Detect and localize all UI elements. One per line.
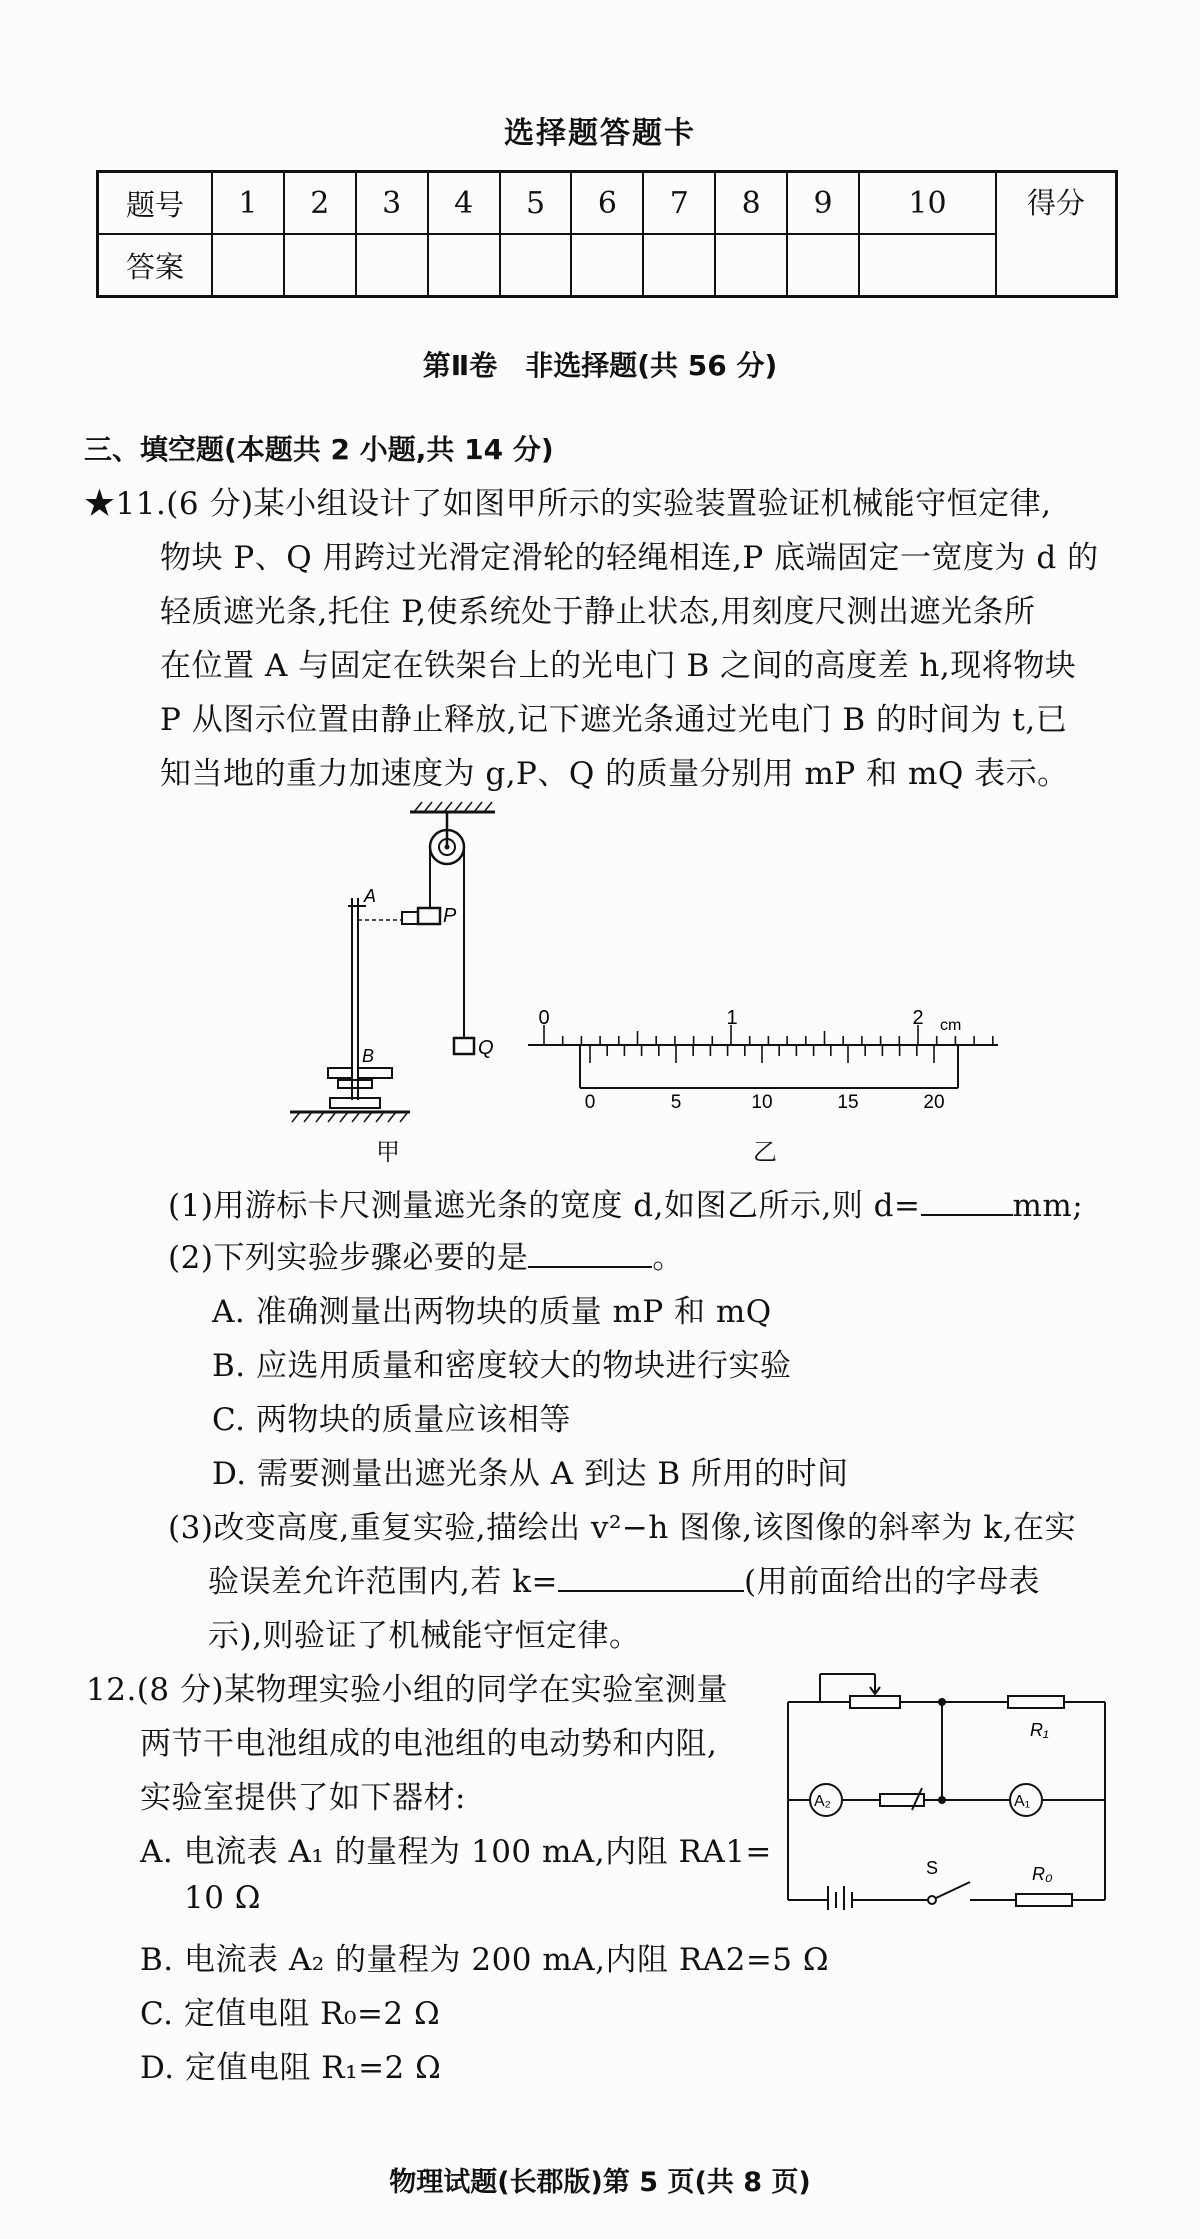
answer-cell[interactable] [571,234,643,297]
label-q: Q [478,1037,494,1059]
answer-cell[interactable] [787,234,859,297]
table-row [98,234,1117,297]
answer-cell[interactable] [212,234,284,297]
answer-blank[interactable] [921,1186,1013,1216]
question-number: 6 [571,172,643,235]
q12-line: 12.(8 分)某物理实验小组的同学在实验室测量 [86,1672,729,1708]
part2-title: 第Ⅱ卷 非选择题(共 56 分) [422,349,778,382]
section3-title: 三、填空题(本题共 2 小题,共 14 分) [84,433,554,466]
label-a2: A₂ [814,1793,831,1810]
answer-cell[interactable] [428,234,500,297]
q11-line: 轻质遮光条,托住 P,使系统处于静止状态,用刻度尺测出遮光条所 [160,594,1036,630]
answer-cell[interactable] [643,234,715,297]
question-number-label: 题号 [98,172,213,235]
q11-sub1-unit: mm; [1012,1188,1084,1224]
label-a1: A₁ [1014,1793,1031,1810]
label-r1: R₁ [1030,1720,1049,1740]
answer-cell[interactable] [859,234,996,297]
answer-blank[interactable] [528,1238,652,1268]
table-row [98,172,1117,235]
answer-cell[interactable] [715,234,787,297]
q11-option: A. 准确测量出两物块的质量 mP 和 mQ [212,1294,772,1330]
question-number: 9 [787,172,859,235]
unit-label: cm [940,1017,962,1034]
q11-line: ★11.(6 分)某小组设计了如图甲所示的实验装置验证机械能守恒定律, [84,486,1052,522]
answer-label: 答案 [98,234,213,297]
answer-blank[interactable] [558,1562,744,1592]
question-number: 8 [715,172,787,235]
label-p: P [443,905,457,927]
vernier-label: 15 [837,1092,859,1113]
label-a: A [364,886,377,906]
q11-option: D. 需要测量出遮光条从 A 到达 B 所用的时间 [212,1456,849,1492]
q11-sub3-text: (用前面给出的字母表 [743,1564,1041,1600]
q11-option: B. 应选用质量和密度较大的物块进行实验 [212,1348,792,1384]
q12-option: D. 定值电阻 R₁=2 Ω [140,2050,442,2086]
apparatus-diagram [280,800,500,1130]
q11-sub3-line: (3)改变高度,重复实验,描绘出 v²−h 图像,该图像的斜率为 k,在实 [168,1510,1077,1546]
question-number: 3 [356,172,428,235]
answer-cell[interactable] [356,234,428,297]
caption-yi: 乙 [753,1138,777,1166]
vernier-label: 10 [751,1092,773,1113]
main-scale-label: 0 [538,1007,550,1029]
vernier-caliper-diagram [528,1000,998,1118]
q11-sub1-text: (1)用游标卡尺测量遮光条的宽度 d,如图乙所示,则 d= [168,1188,921,1224]
question-number: 4 [428,172,500,235]
vernier-label: 0 [584,1092,596,1113]
q11-sub3-line [208,1556,1040,1601]
q12-option: B. 电流表 A₂ 的量程为 200 mA,内阻 RA2=5 Ω [140,1942,830,1978]
label-s: S [926,1858,939,1878]
q11-sub2 [168,1232,684,1277]
page-footer: 物理试题(长郡版)第 5 页(共 8 页) [389,2167,811,2198]
q12-option: C. 定值电阻 R₀=2 Ω [140,1996,441,2032]
label-b: B [362,1046,375,1066]
q11-sub1 [168,1180,1083,1225]
q12-line: 实验室提供了如下器材: [140,1780,466,1816]
answer-cell[interactable] [284,234,356,297]
q11-line: 在位置 A 与固定在铁架台上的光电门 B 之间的高度差 h,现将物块 [160,648,1077,684]
q12-option: A. 电流表 A₁ 的量程为 100 mA,内阻 RA1= [140,1834,772,1870]
answer-card-title: 选择题答题卡 [504,116,696,151]
question-number: 10 [859,172,996,235]
vernier-label: 5 [670,1092,682,1113]
answer-card-table [96,170,1118,298]
caption-jia: 甲 [376,1138,400,1166]
q12-option: 10 Ω [184,1880,262,1916]
q12-line: 两节干电池组成的电池组的电动势和内阻, [140,1726,718,1762]
q11-line: P 从图示位置由静止释放,记下遮光条通过光电门 B 的时间为 t,已 [160,702,1068,738]
vernier-label: 20 [923,1092,945,1113]
q11-line: 知当地的重力加速度为 g,P、Q 的质量分别用 mP 和 mQ 表示。 [160,756,1069,792]
question-number: 2 [284,172,356,235]
answer-cell[interactable] [500,234,572,297]
main-scale-label: 1 [726,1007,738,1029]
question-number: 7 [643,172,715,235]
label-r0: R₀ [1032,1864,1053,1884]
q11-option: C. 两物块的质量应该相等 [212,1402,571,1438]
question-number: 5 [500,172,572,235]
q11-sub3-line: 示),则验证了机械能守恒定律。 [208,1618,641,1654]
circuit-diagram [780,1660,1120,1910]
q11-sub3-text: 验误差允许范围内,若 k= [208,1564,558,1600]
main-scale-label: 2 [912,1007,924,1029]
score-label: 得分 [996,172,1117,297]
question-number: 1 [212,172,284,235]
q11-sub2-text: (2)下列实验步骤必要的是 [168,1240,529,1276]
q11-line: 物块 P、Q 用跨过光滑定滑轮的轻绳相连,P 底端固定一宽度为 d 的 [160,540,1099,576]
q11-sub2-end: 。 [652,1240,684,1276]
